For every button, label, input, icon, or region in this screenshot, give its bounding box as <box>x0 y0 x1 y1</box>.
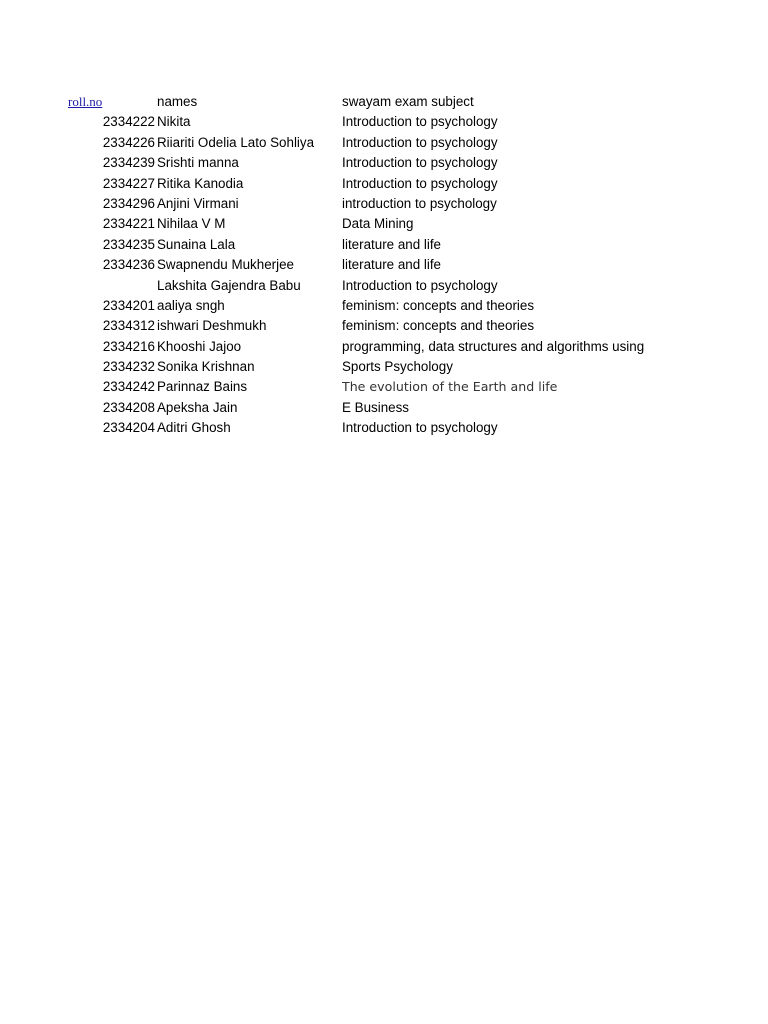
roll-cell: 2334204 <box>102 420 155 436</box>
name-cell: Khooshi Jajoo <box>157 338 242 354</box>
roll-cell: 2334208 <box>102 399 155 415</box>
subject-cell: Introduction to psychology <box>342 155 498 171</box>
roll-cell: 2334239 <box>102 155 155 171</box>
roll-cell: 2334232 <box>102 359 155 375</box>
roll-cell: 2334222 <box>102 114 155 130</box>
subject-cell: Introduction to psychology <box>342 420 498 436</box>
roll-cell: 2334235 <box>102 236 155 252</box>
name-cell: Swapnendu Mukherjee <box>157 257 294 273</box>
subject-cell: literature and life <box>342 257 441 273</box>
table-row <box>68 337 708 357</box>
name-cell: Nihilaa V M <box>157 216 226 232</box>
roll-cell: 2334201 <box>102 297 155 313</box>
table-row <box>68 357 708 377</box>
name-cell: Lakshita Gajendra Babu <box>157 277 301 293</box>
subject-cell: Data Mining <box>342 216 414 232</box>
roll-cell: 2334227 <box>102 175 155 191</box>
subject-cell: Introduction to psychology <box>342 134 498 150</box>
subject-cell: Introduction to psychology <box>342 175 498 191</box>
table-row <box>68 133 708 153</box>
subject-cell: introduction to psychology <box>342 195 497 211</box>
name-cell: Anjini Virmani <box>157 195 239 211</box>
table-row <box>68 112 708 132</box>
table-row <box>68 377 708 397</box>
roll-cell: 2334312 <box>102 318 155 334</box>
name-cell: ishwari Deshmukh <box>157 318 267 334</box>
header-row <box>68 92 708 112</box>
subject-cell: Introduction to psychology <box>342 114 498 130</box>
roll-cell: 2334296 <box>102 195 155 211</box>
subject-cell: Introduction to psychology <box>342 277 498 293</box>
name-cell: Riiariti Odelia Lato Sohliya <box>157 134 315 150</box>
name-cell: Srishti manna <box>157 155 239 171</box>
table-row <box>68 296 708 316</box>
roll-cell: 2334236 <box>102 257 155 273</box>
table-row <box>68 255 708 275</box>
name-cell: Aditri Ghosh <box>157 420 231 436</box>
spreadsheet-table <box>68 92 708 439</box>
name-cell: Nikita <box>157 114 191 130</box>
subject-cell: Sports Psychology <box>342 359 453 375</box>
name-cell: Apeksha Jain <box>157 399 238 415</box>
subject-cell: The evolution of the Earth and life <box>342 379 558 395</box>
name-cell: Sonika Krishnan <box>157 359 255 375</box>
roll-no-link[interactable]: roll.no <box>68 94 103 109</box>
roll-cell: 2334221 <box>102 216 155 232</box>
roll-cell: 2334216 <box>102 338 155 354</box>
subject-cell: programming, data structures and algorithms using <box>342 338 645 354</box>
name-cell: Parinnaz Bains <box>157 379 248 395</box>
name-cell: Ritika Kanodia <box>157 175 244 191</box>
subject-cell: feminism: concepts and theories <box>342 318 535 334</box>
table-row <box>68 153 708 173</box>
subject-cell: E Business <box>342 399 409 415</box>
table-row <box>68 214 708 234</box>
table-row <box>68 418 708 438</box>
subject-cell: literature and life <box>342 236 441 252</box>
table-row <box>68 194 708 214</box>
roll-cell: 2334226 <box>102 134 155 150</box>
name-cell: Sunaina Lala <box>157 236 236 252</box>
names-header: names <box>157 94 198 109</box>
table-row <box>68 398 708 418</box>
table-row <box>68 276 708 296</box>
roll-cell: 2334242 <box>102 379 155 395</box>
subject-header: swayam exam subject <box>342 94 474 109</box>
name-cell: aaliya sngh <box>157 297 225 313</box>
table-row <box>68 235 708 255</box>
subject-cell: feminism: concepts and theories <box>342 297 535 313</box>
table-row <box>68 316 708 336</box>
table-row <box>68 174 708 194</box>
